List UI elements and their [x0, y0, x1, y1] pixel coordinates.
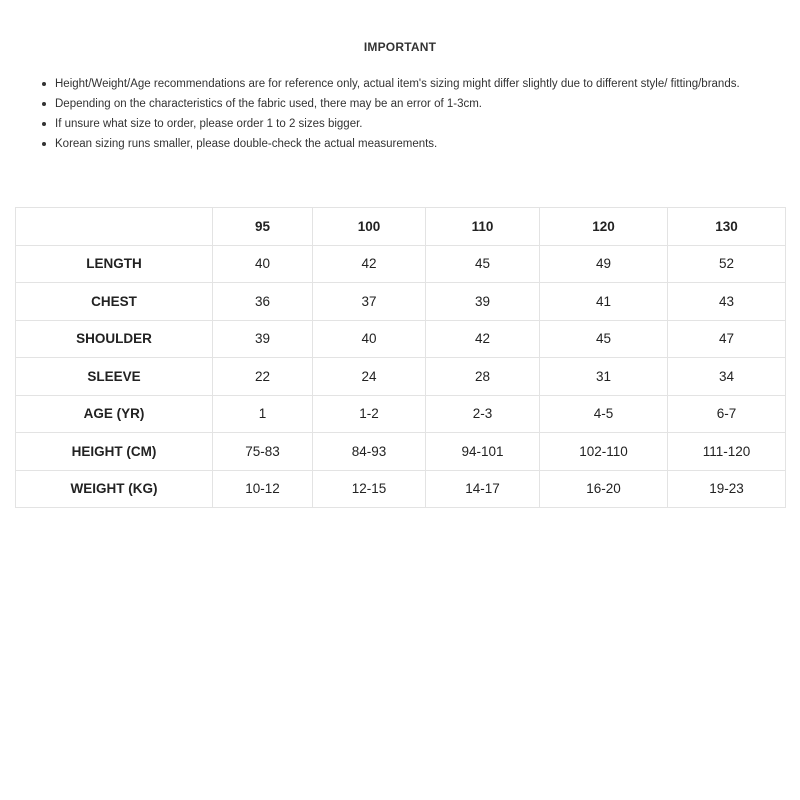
notice-item: If unsure what size to order, please order 1 to 2 sizes bigger. — [40, 114, 775, 134]
row-label: HEIGHT (CM) — [16, 433, 213, 471]
table-cell: 10-12 — [213, 470, 313, 508]
table-row — [16, 433, 786, 471]
table-cell: 42 — [313, 245, 426, 283]
table-row — [16, 470, 786, 508]
table-cell: 28 — [426, 358, 540, 396]
table-cell: 1 — [213, 395, 313, 433]
table-cell: 102-110 — [540, 433, 668, 471]
table-cell: 40 — [313, 320, 426, 358]
table-cell: 39 — [426, 283, 540, 321]
notice-list — [40, 74, 775, 154]
size-header: 120 — [540, 208, 668, 246]
size-header: 95 — [213, 208, 313, 246]
table-cell: 34 — [668, 358, 786, 396]
table-cell: 42 — [426, 320, 540, 358]
table-cell: 14-17 — [426, 470, 540, 508]
table-cell: 6-7 — [668, 395, 786, 433]
notice-item: Depending on the characteristics of the fabric used, there may be an error of 1-3cm. — [40, 94, 775, 114]
table-cell: 19-23 — [668, 470, 786, 508]
corner-cell — [16, 208, 213, 246]
row-label: SLEEVE — [16, 358, 213, 396]
table-cell: 40 — [213, 245, 313, 283]
table-row — [16, 283, 786, 321]
table-cell: 45 — [540, 320, 668, 358]
size-header: 130 — [668, 208, 786, 246]
table-row — [16, 320, 786, 358]
table-cell: 2-3 — [426, 395, 540, 433]
size-header-row — [16, 208, 786, 246]
row-label: WEIGHT (KG) — [16, 470, 213, 508]
table-cell: 75-83 — [213, 433, 313, 471]
table-cell: 49 — [540, 245, 668, 283]
table-cell: 36 — [213, 283, 313, 321]
table-cell: 111-120 — [668, 433, 786, 471]
table-cell: 1-2 — [313, 395, 426, 433]
table-cell: 31 — [540, 358, 668, 396]
table-cell: 22 — [213, 358, 313, 396]
table-cell: 52 — [668, 245, 786, 283]
size-header: 100 — [313, 208, 426, 246]
row-label: SHOULDER — [16, 320, 213, 358]
table-cell: 43 — [668, 283, 786, 321]
row-label: AGE (YR) — [16, 395, 213, 433]
table-cell: 37 — [313, 283, 426, 321]
table-cell: 39 — [213, 320, 313, 358]
table-cell: 12-15 — [313, 470, 426, 508]
table-cell: 94-101 — [426, 433, 540, 471]
size-header: 110 — [426, 208, 540, 246]
table-cell: 84-93 — [313, 433, 426, 471]
table-cell: 4-5 — [540, 395, 668, 433]
table-cell: 47 — [668, 320, 786, 358]
row-label: CHEST — [16, 283, 213, 321]
notice-title: IMPORTANT — [363, 40, 437, 54]
table-cell: 45 — [426, 245, 540, 283]
table-row — [16, 358, 786, 396]
table-cell: 16-20 — [540, 470, 668, 508]
size-chart-table — [15, 207, 786, 508]
table-row — [16, 395, 786, 433]
row-label: LENGTH — [16, 245, 213, 283]
table-cell: 41 — [540, 283, 668, 321]
notice-item: Korean sizing runs smaller, please double-check the actual measurements. — [40, 134, 775, 154]
table-cell: 24 — [313, 358, 426, 396]
table-row — [16, 245, 786, 283]
notice-item: Height/Weight/Age recommendations are for reference only, actual item's sizing might differ slightly due to different style/ fitting/brands. — [40, 74, 775, 94]
